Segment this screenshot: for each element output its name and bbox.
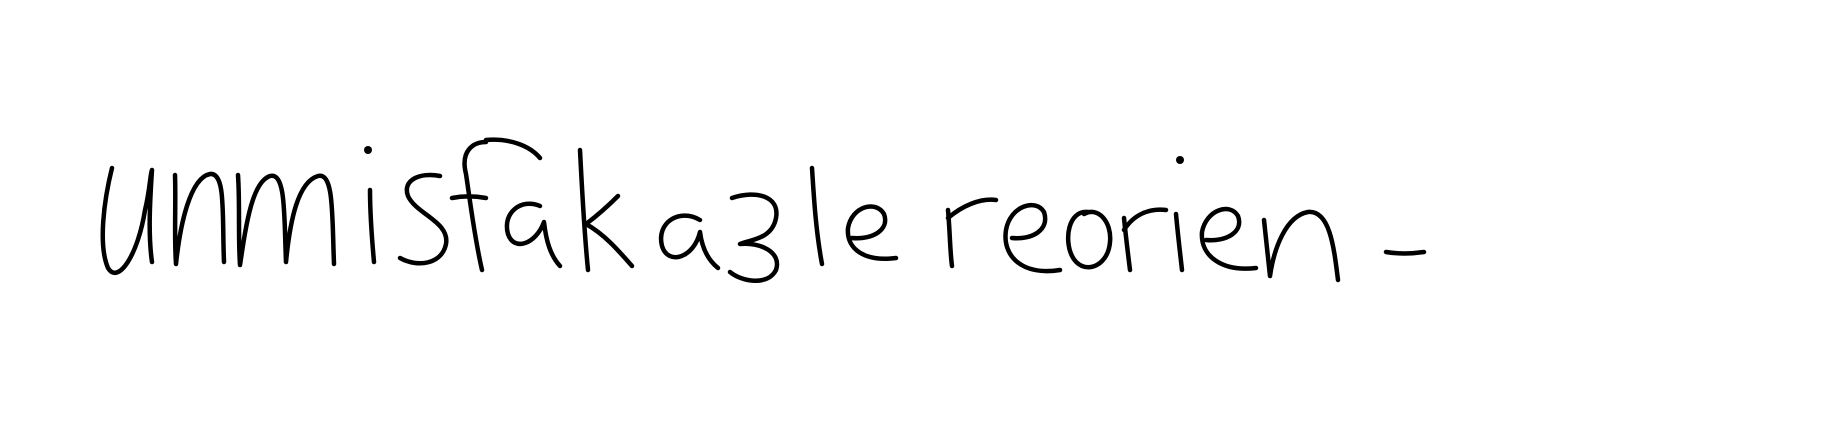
stroke-k [580,150,588,270]
stroke-e2 [1005,205,1060,271]
stroke-t [465,142,486,270]
stroke-r2-arm [1124,210,1166,230]
stroke-t-cross [486,140,540,158]
stroke-k-arm [586,196,632,266]
stroke-t-bar [452,197,486,199]
stroke-a1 [507,204,560,266]
stroke-b [730,195,777,281]
stroke-n2 [1264,212,1338,280]
stroke-u [103,168,152,273]
stroke-l [812,168,822,264]
stroke-m [238,175,334,265]
stroke-o [1068,212,1110,267]
stroke-hyphen [1386,252,1424,254]
stroke-e1 [848,206,896,258]
stroke-s [400,175,446,263]
stroke-a2 [661,216,718,268]
stroke-r1-arm [948,200,996,218]
stroke-i1 [370,190,374,262]
dot-i2 [1176,156,1184,164]
stroke-n1 [175,174,224,264]
dot-i1 [364,146,372,154]
stroke-e3 [1202,209,1256,269]
stroke-i2 [1176,214,1182,270]
